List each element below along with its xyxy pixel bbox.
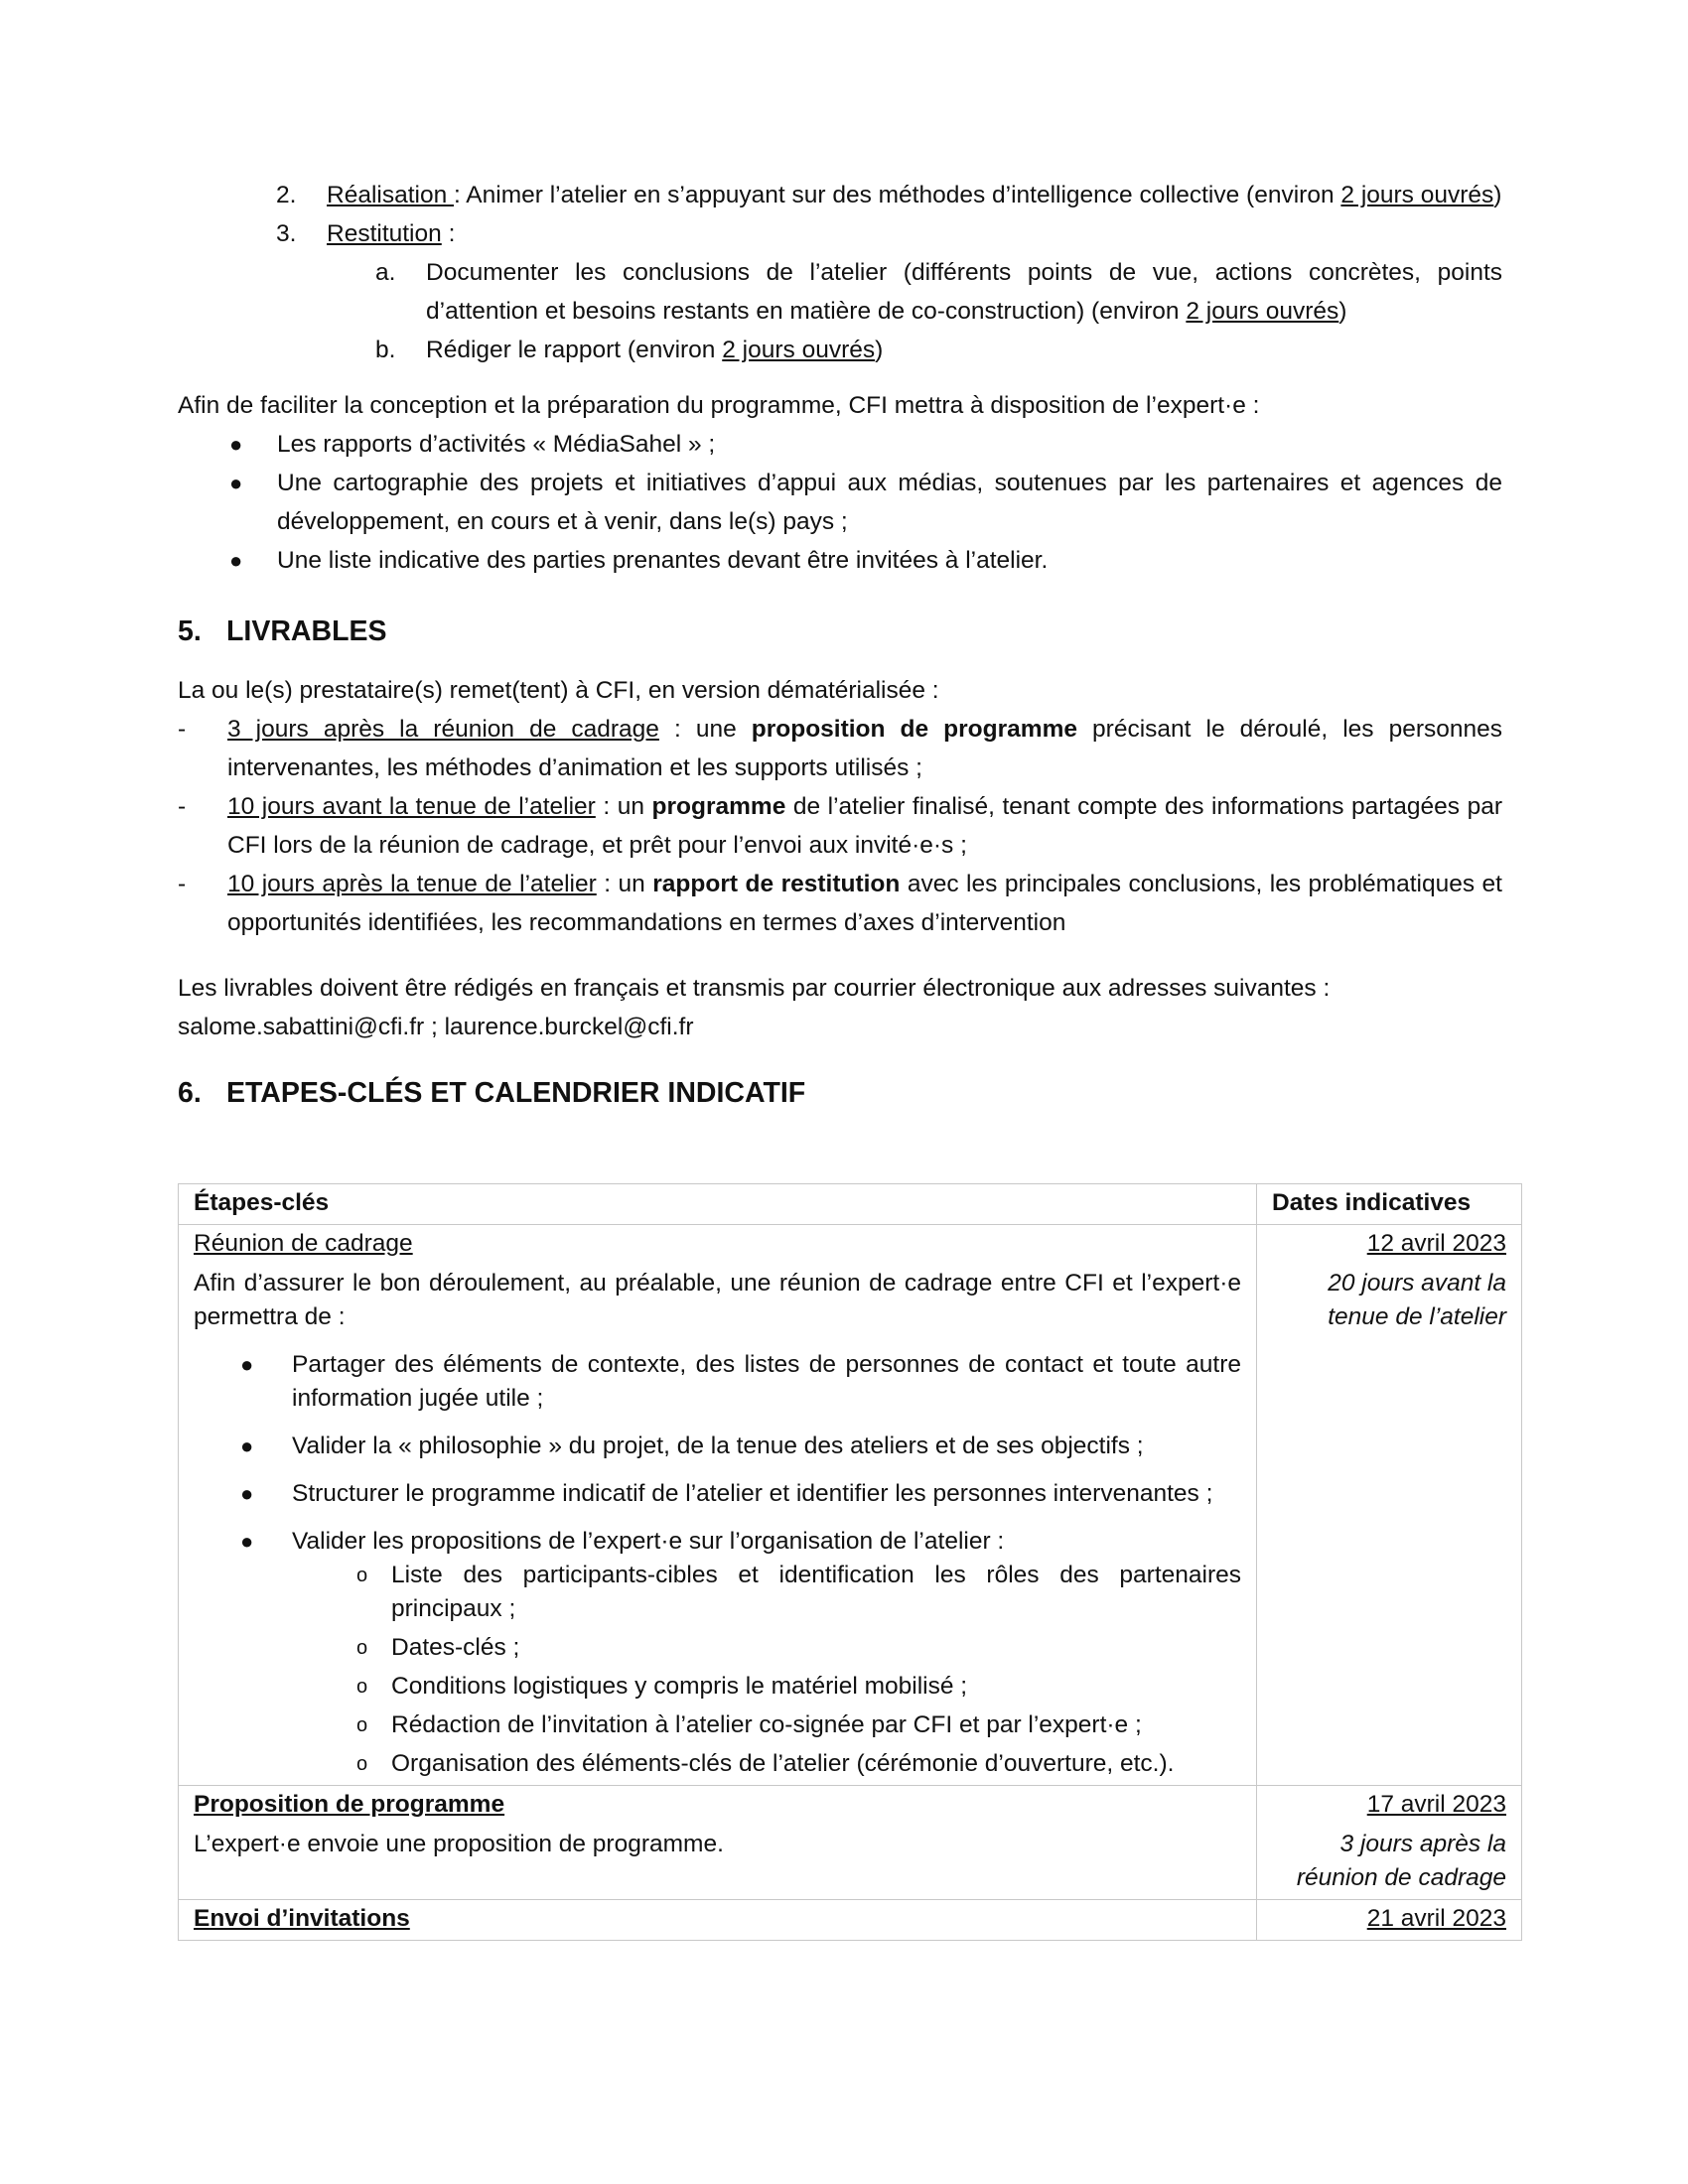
table-bullet: ● Partager des éléments de contexte, des listes de personnes de contact et toute autre information jugée utile ; <box>194 1348 1241 1416</box>
circle-bullet-icon: o <box>356 1637 368 1659</box>
substep-duration: 2 jours ouvrés <box>722 337 876 363</box>
header-dates: Dates indicatives <box>1257 1184 1522 1225</box>
substep-a: a. Documenter les conclusions de l’atelier (différents points de vue, actions concrètes, points d’attention et besoins restants en matière de co-construction) (environ 2 jours ouvrés) <box>178 253 1502 331</box>
substep-text: Rédiger le rapport (environ <box>426 337 723 363</box>
bullet-icon: ● <box>229 548 243 573</box>
bullet-icon: ● <box>229 471 243 495</box>
row-description: L’expert·e envoie une proposition de programme. <box>194 1831 724 1857</box>
deliverable-item: - 3 jours après la réunion de cadrage : une proposition de programme précisant le déroulé, les personnes intervenantes, les méthodes d’animation et les supports utilisés ; <box>178 716 1502 781</box>
substep-duration: 2 jours ouvrés <box>1186 298 1339 325</box>
deliverable-when: 10 jours après la tenue de l’atelier <box>227 871 597 897</box>
circle-bullet-icon: o <box>356 1565 368 1586</box>
header-steps: Étapes-clés <box>179 1184 1257 1225</box>
table-row <box>179 1900 1522 1941</box>
step-2: 2. Réalisation : Animer l’atelier en s’appuyant sur des méthodes d’intelligence collective (environ 2 jours ouvrés) <box>178 176 1502 214</box>
deliverables-outro: Les livrables doivent être rédigés en français et transmis par courrier électronique aux adresses suivantes : <box>178 975 1331 1002</box>
bullet-icon: ● <box>229 432 243 457</box>
bullet-icon: ● <box>240 1529 254 1554</box>
date-cell <box>1257 1786 1522 1900</box>
row-date-note: 3 jours après la réunion de cadrage <box>1296 1831 1506 1891</box>
step-number: 3. <box>276 220 297 247</box>
table-bullet: ● Valider la « philosophie » du projet, de la tenue des ateliers et de ses objectifs ; <box>194 1430 1241 1463</box>
circle-bullet-icon: o <box>356 1753 368 1775</box>
step-cell <box>179 1900 1257 1941</box>
document-page <box>178 176 1502 1113</box>
step-title: Réalisation <box>327 182 455 208</box>
deliverables-intro: La ou le(s) prestataire(s) remet(tent) à CFI, en version dématérialisée : <box>178 677 939 704</box>
date-cell <box>1257 1225 1522 1786</box>
resource-item: ● Les rapports d’activités « MédiaSahel » ; <box>178 425 1502 464</box>
circle-bullet-icon: o <box>356 1714 368 1736</box>
row-title: Envoi d’invitations <box>194 1905 410 1932</box>
resource-item: ● Une cartographie des projets et initiatives d’appui aux médias, soutenues par les partenaires et agences de développement, en cours et à venir, dans le(s) pays ; <box>178 464 1502 541</box>
deliverable-when: 3 jours après la réunion de cadrage <box>227 716 659 743</box>
row-date: 21 avril 2023 <box>1366 1905 1506 1932</box>
deliverable-name: proposition de programme <box>751 716 1077 743</box>
circle-bullet-icon: o <box>356 1676 368 1698</box>
contact-emails[interactable]: salome.sabattini@cfi.fr ; laurence.burckel@cfi.fr <box>178 1014 694 1040</box>
step-cell <box>179 1225 1257 1786</box>
substep-letter: b. <box>375 337 396 363</box>
step-text: : Animer l’atelier en s’appuyant sur des méthodes d’intelligence collective (environ <box>454 182 1341 208</box>
bullet-icon: ● <box>240 1481 254 1506</box>
row-title: Réunion de cadrage <box>194 1230 413 1257</box>
deliverable-name: programme <box>651 793 786 820</box>
section-6-heading: 6. ETAPES-CLÉS ET CALENDRIER INDICATIF <box>178 1077 806 1109</box>
table-subbullet: o Dates-clés ; <box>194 1631 1241 1665</box>
resource-item: ● Une liste indicative des parties prenantes devant être invitées à l’atelier. <box>178 541 1502 580</box>
table-subbullet: o Liste des participants-cibles et identification les rôles des partenaires principaux ; <box>194 1559 1241 1626</box>
resources-intro: Afin de faciliter la conception et la préparation du programme, CFI mettra à disposition de l’expert·e : <box>178 392 1260 419</box>
deliverable-when: 10 jours avant la tenue de l’atelier <box>227 793 596 820</box>
calendar-table <box>178 1183 1522 1941</box>
table-bullet: ● Structurer le programme indicatif de l’atelier et identifier les personnes intervenantes ; <box>194 1477 1241 1511</box>
step-title: Restitution <box>327 220 442 247</box>
row-date: 12 avril 2023 <box>1366 1230 1506 1257</box>
step-duration: 2 jours ouvrés <box>1340 182 1494 208</box>
substep-text: Documenter les conclusions de l’atelier (différents points de vue, actions concrètes, points d’attention et besoins restants en matière de co-construction) (environ <box>426 259 1502 325</box>
row-description: Afin d’assurer le bon déroulement, au préalable, une réunion de cadrage entre CFI et l’expert·e permettra de : <box>194 1270 1241 1330</box>
bullet-icon: ● <box>240 1352 254 1377</box>
table-row <box>179 1786 1522 1900</box>
date-cell <box>1257 1900 1522 1941</box>
step-number: 2. <box>276 182 297 208</box>
substep-b: b. Rédiger le rapport (environ 2 jours ouvrés) <box>178 331 1502 369</box>
bullet-icon: ● <box>240 1433 254 1458</box>
row-date: 17 avril 2023 <box>1366 1791 1506 1818</box>
table-subbullet: o Organisation des éléments-clés de l’atelier (cérémonie d’ouverture, etc.). <box>194 1747 1241 1781</box>
table-header-row <box>179 1184 1522 1225</box>
deliverable-name: rapport de restitution <box>652 871 901 897</box>
row-title: Proposition de programme <box>194 1791 505 1818</box>
table-subbullet: o Rédaction de l’invitation à l’atelier co-signée par CFI et par l’expert·e ; <box>194 1708 1241 1742</box>
table-subbullet: o Conditions logistiques y compris le matériel mobilisé ; <box>194 1670 1241 1704</box>
table-bullet: ● Valider les propositions de l’expert·e sur l’organisation de l’atelier : <box>194 1525 1241 1559</box>
table-row <box>179 1225 1522 1786</box>
deliverable-item: - 10 jours après la tenue de l’atelier : un rapport de restitution avec les principales conclusions, les problématiques et opportunités identifiées, les recommandations en termes d’axes d’intervention <box>178 871 1502 936</box>
substep-letter: a. <box>375 259 396 286</box>
row-date-note: 20 jours avant la tenue de l’atelier <box>1328 1270 1506 1330</box>
step-cell <box>179 1786 1257 1900</box>
section-5-heading: 5. LIVRABLES <box>178 615 387 647</box>
deliverable-item: - 10 jours avant la tenue de l’atelier : un programme de l’atelier finalisé, tenant compte des informations partagées par CFI lors de la réunion de cadrage, et prêt pour l’envoi aux invité·e·s ; <box>178 793 1502 859</box>
step-3: 3. Restitution : <box>178 214 1502 253</box>
